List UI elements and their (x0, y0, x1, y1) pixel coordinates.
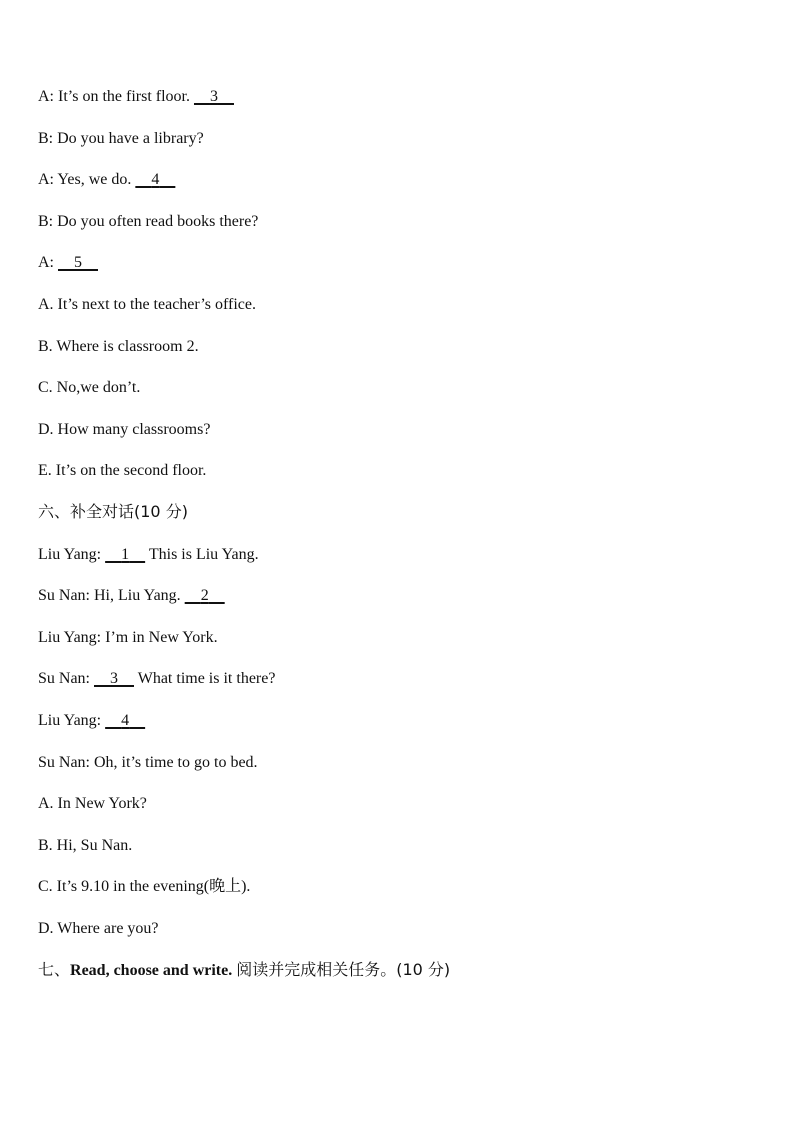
line-text: It’s on the first floor. (58, 88, 190, 105)
option2-c: C. It’s 9.10 in the evening(晚上). (38, 878, 251, 895)
answer-blank-3[interactable] (194, 87, 234, 107)
option2-a: A. In New York? (38, 795, 147, 812)
option-b: B. Where is classroom 2. (38, 338, 199, 355)
option-e: E. It’s on the second floor. (38, 462, 207, 479)
speaker: A: (38, 88, 54, 105)
blank-number: 4 (121, 712, 130, 729)
option-d: D. How many classrooms? (38, 421, 211, 438)
line-text: Yes, we do. (57, 171, 132, 188)
speaker: Su Nan: (38, 754, 90, 771)
dialog2-line-4 (38, 669, 275, 689)
speaker: Liu Yang: (38, 712, 102, 729)
dialog-line-3 (38, 170, 175, 190)
speaker: Liu Yang: (38, 629, 102, 646)
dialog2-line-2 (38, 586, 225, 606)
blank-number: 3 (209, 88, 218, 105)
line-text: Do you have a library? (57, 130, 204, 147)
line-text: Hi, Liu Yang. (94, 587, 181, 604)
line-text: This is Liu Yang. (148, 546, 259, 563)
answer-blank-4[interactable] (135, 170, 175, 190)
section-7-number: 七、 (38, 960, 71, 979)
line-text: Do you often read books there? (57, 213, 259, 230)
option2-b: B. Hi, Su Nan. (38, 837, 133, 854)
blank-number: 3 (110, 670, 118, 687)
line-text: What time is it there? (137, 670, 276, 687)
line-text: Oh, it’s time to go to bed. (94, 754, 258, 771)
dialog-line-4 (38, 212, 258, 232)
section-7-title-cn: 阅读并完成相关任务。(10 分) (236, 960, 451, 979)
speaker: B: (38, 130, 54, 147)
answer-blank-5[interactable] (58, 253, 98, 273)
dialog-line-2 (38, 129, 204, 149)
section-7-heading (38, 960, 450, 981)
dialog2-line-5 (38, 711, 145, 731)
blank-number: 4 (151, 171, 160, 188)
line-text: I’m in New York. (105, 629, 218, 646)
answer-blank-4b[interactable] (105, 711, 145, 731)
dialog-line-5 (38, 253, 98, 273)
speaker: A: (38, 254, 54, 271)
blank-number: 1 (121, 546, 130, 563)
speaker: B: (38, 213, 54, 230)
blank-number: 5 (74, 254, 82, 271)
dialog-line-1 (38, 87, 234, 107)
option-c: C. No,we don’t. (38, 379, 141, 396)
answer-blank-3b[interactable] (94, 669, 134, 689)
speaker: A: (38, 171, 54, 188)
blank-number: 2 (200, 587, 209, 604)
option-a: A. It’s next to the teacher’s office. (38, 296, 256, 313)
speaker: Su Nan: (38, 587, 90, 604)
speaker: Liu Yang: (38, 546, 102, 563)
section-7-title-en: Read, choose and write. (70, 962, 233, 979)
answer-blank-2[interactable] (185, 586, 225, 606)
dialog2-line-1 (38, 545, 259, 565)
answer-blank-1[interactable] (105, 545, 145, 565)
option2-d: D. Where are you? (38, 920, 159, 937)
section-6-heading: 六、补全对话(10 分) (38, 502, 188, 521)
speaker: Su Nan: (38, 670, 90, 687)
dialog2-line-6 (38, 753, 258, 773)
dialog2-line-3 (38, 628, 218, 648)
